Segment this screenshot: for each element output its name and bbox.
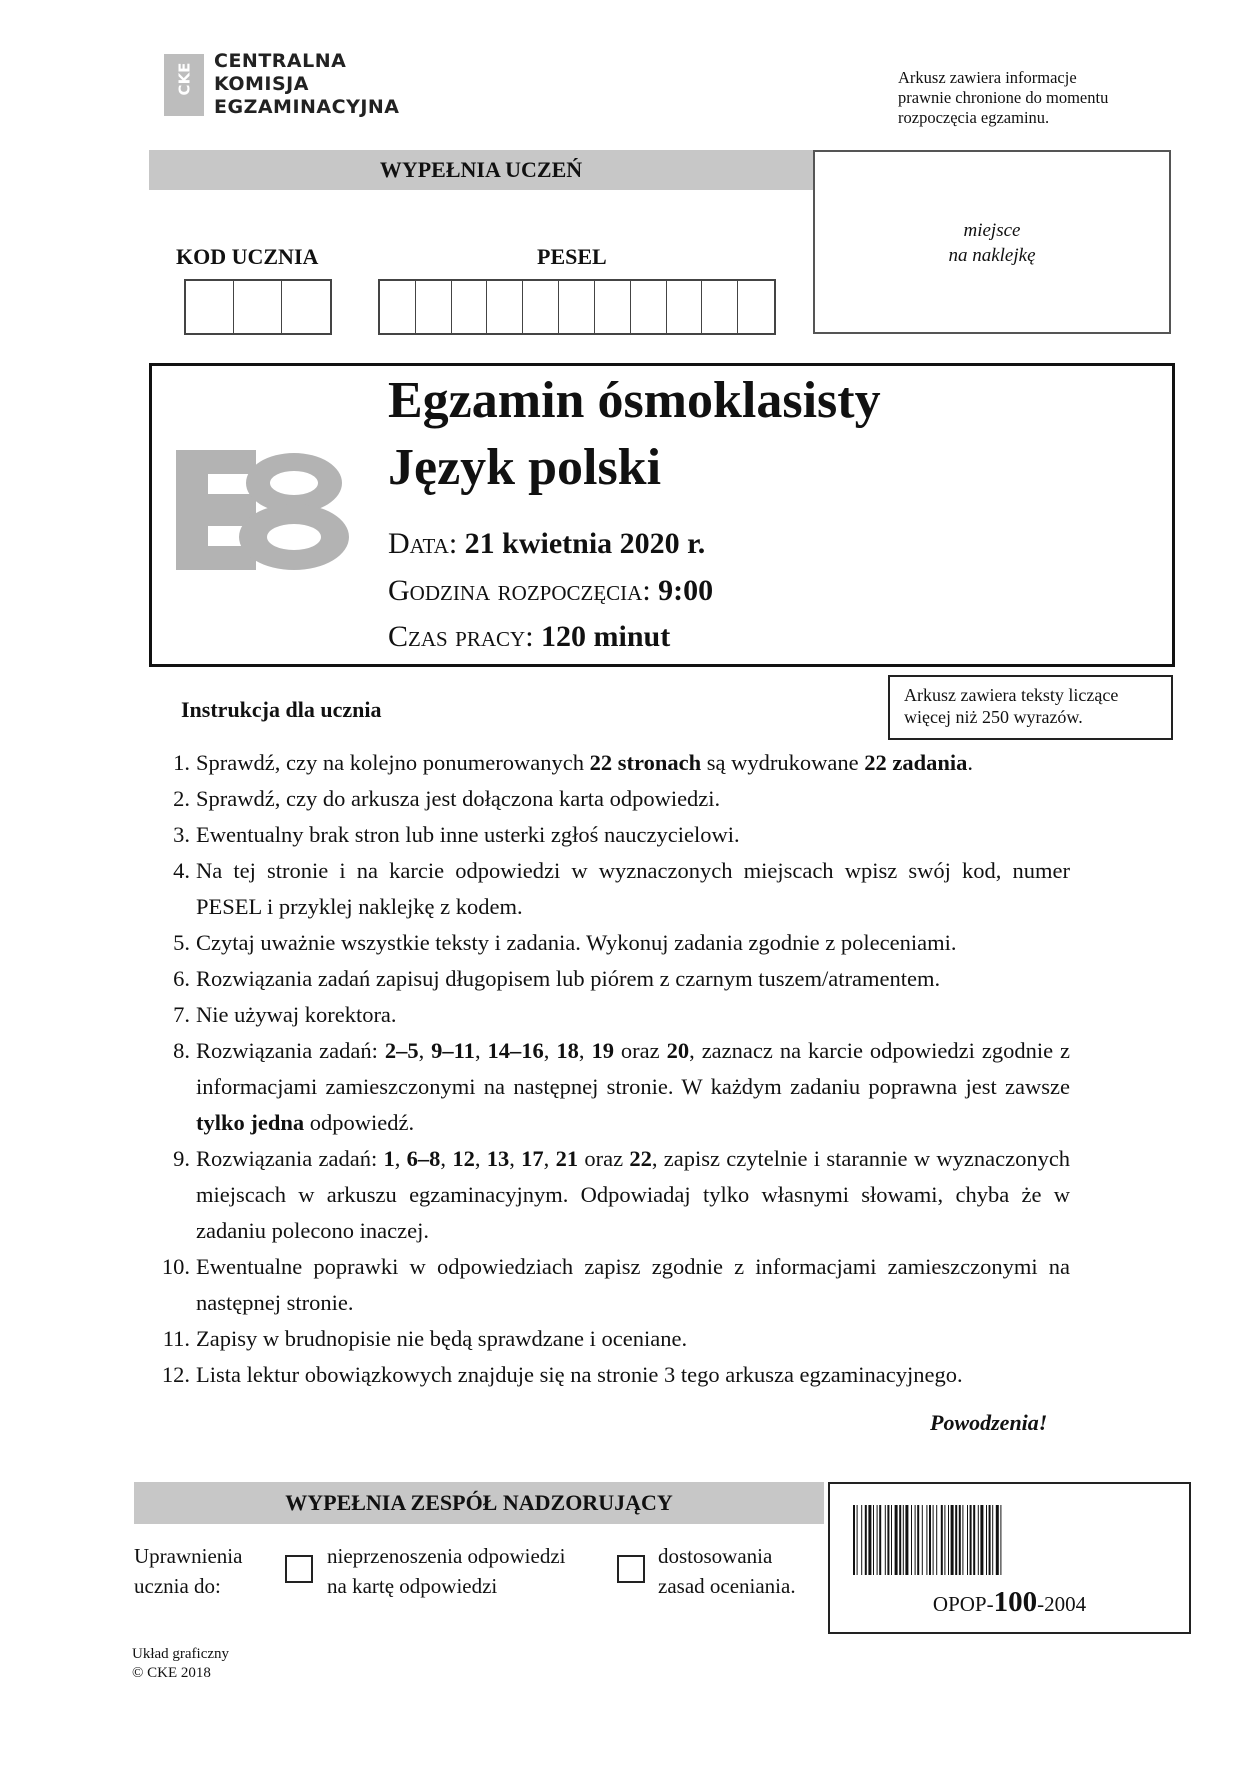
instruction-text: Sprawdź, czy na kolejno ponumerowanych 22 stronach są wydrukowane 22 zadania. [196, 750, 973, 775]
instruction-number: 3. [173, 822, 190, 847]
barcode-bar [933, 1505, 934, 1575]
student-section-title: WYPEŁNIA UCZEŃ [379, 157, 583, 182]
option1-line-1: nieprzenoszenia odpowiedzi [327, 1544, 566, 1568]
protected-info-notice [898, 68, 1158, 128]
pesel-digit-box[interactable] [667, 281, 703, 333]
barcode-bar [887, 1505, 889, 1575]
pesel-field[interactable] [378, 279, 776, 335]
instruction-text: Nie używaj korektora. [196, 1002, 397, 1027]
barcode-bar [929, 1505, 931, 1575]
barcode-bar [917, 1505, 919, 1575]
barcode-bar [996, 1505, 999, 1575]
sheet-code [828, 1586, 1191, 1619]
barcode-bar [941, 1505, 943, 1575]
instruction-number: 11. [162, 1326, 190, 1351]
barcode-bar [879, 1505, 881, 1575]
option2-line-2: zasad oceniania. [658, 1574, 796, 1598]
footer-credit [132, 1645, 229, 1683]
instruction-item [150, 853, 1070, 925]
barcode-bar [986, 1505, 987, 1575]
barcode-bar [868, 1505, 871, 1575]
pesel-digit-box[interactable] [452, 281, 488, 333]
footer-line-2: © CKE 2018 [132, 1665, 211, 1681]
exam-start-time [388, 574, 713, 608]
sticker-line-2: na naklejkę [948, 245, 1036, 266]
barcode-bar [853, 1505, 855, 1575]
barcode-bar [970, 1505, 972, 1575]
instruction-text: Sprawdź, czy do arkusza jest dołączona karta odpowiedzi. [196, 786, 721, 811]
instruction-text: Czytaj uważnie wszystkie teksty i zadania. Wykonuj zadania zgodnie z poleceniami. [196, 930, 957, 955]
option2-line-1: dostosowania [658, 1544, 773, 1568]
instruction-item [150, 961, 1070, 997]
barcode-bar [978, 1505, 979, 1575]
barcode-bar [1000, 1505, 1001, 1575]
instruction-number: 2. [173, 786, 190, 811]
pesel-digit-box[interactable] [595, 281, 631, 333]
cke-logo-mark [164, 54, 204, 116]
barcode-bar [891, 1505, 892, 1575]
student-code-field[interactable] [184, 279, 332, 335]
sheet-code-suffix: -2004 [1037, 1592, 1087, 1616]
permissions-label-line-1: Uprawnienia [134, 1544, 243, 1568]
permissions-label [134, 1541, 242, 1601]
barcode-bar [885, 1505, 886, 1575]
instruction-item [150, 781, 1070, 817]
instruction-number: 12. [161, 1362, 190, 1387]
instruction-number: 7. [173, 1002, 190, 1027]
instruction-text: Zapisy w brudnopisie nie będą sprawdzane i oceniane. [196, 1326, 688, 1351]
barcode-bar [962, 1505, 963, 1575]
barcode-bar [989, 1505, 991, 1575]
instruction-item [150, 1141, 1070, 1249]
barcode-bar [948, 1505, 949, 1575]
instruction-item [150, 817, 1070, 853]
barcode-bar [973, 1505, 975, 1575]
pesel-digit-box[interactable] [380, 281, 416, 333]
exam-subject: Język polski [388, 439, 662, 496]
barcode-bar [992, 1505, 993, 1575]
closing-greeting: Powodzenia! [930, 1410, 1048, 1435]
instruction-number: 1. [173, 750, 190, 775]
code-digit-box[interactable] [282, 281, 330, 333]
no-transfer-checkbox[interactable] [285, 1555, 313, 1583]
barcode-bar [903, 1505, 904, 1575]
logo-line-2: KOMISJA [214, 73, 309, 95]
barcode-bar [926, 1505, 927, 1575]
instruction-item [150, 1321, 1070, 1357]
adjusted-grading-checkbox[interactable] [617, 1555, 645, 1583]
instruction-number: 9. [173, 1146, 190, 1171]
word-notice-line-2: więcej niż 250 wyrazów. [904, 707, 1083, 727]
instruction-text: Lista lektur obowiązkowych znajduje się na stronie 3 tego arkusza egzaminacyjnego. [196, 1362, 963, 1387]
pesel-digit-box[interactable] [559, 281, 595, 333]
exam-date [388, 527, 705, 561]
word-count-notice [888, 675, 1173, 740]
barcode-bar [944, 1505, 945, 1575]
exam-duration [388, 620, 670, 654]
pesel-digit-box[interactable] [523, 281, 559, 333]
barcode-bar [922, 1505, 923, 1575]
barcode-bar [915, 1505, 916, 1575]
pesel-digit-box[interactable] [738, 281, 774, 333]
barcode-bar [911, 1505, 912, 1575]
barcode-bar [980, 1505, 983, 1575]
code-digit-box[interactable] [186, 281, 234, 333]
option1-line-2: na kartę odpowiedzi [327, 1574, 498, 1598]
e8-badge-icon [176, 450, 352, 570]
barcode-bar [967, 1505, 968, 1575]
supervisor-section-header [134, 1482, 824, 1524]
instruction-item [150, 1033, 1070, 1141]
instruction-text: Na tej stronie i na karcie odpowiedzi w wyznaczonych miejscach wpisz swój kod, numer PESEL i przyklej naklejkę z kodem. [196, 858, 1070, 919]
barcode-bar [861, 1505, 862, 1575]
instruction-text: Rozwiązania zadań zapisuj długopisem lub piórem z czarnym tuszem/atramentem. [196, 966, 941, 991]
sheet-code-prefix: OPOP- [932, 1592, 994, 1616]
sticker-label [813, 218, 1171, 268]
barcode-bar [895, 1505, 898, 1575]
instruction-item [150, 1357, 1070, 1393]
notice-line-2: prawnie chronione do momentu [898, 88, 1109, 107]
logo-line-3: EGZAMINACYJNA [214, 96, 400, 118]
instruction-number: 4. [173, 858, 190, 883]
date-value: 21 kwietnia 2020 r. [464, 527, 706, 560]
barcode-bar [951, 1505, 954, 1575]
logo-line-1: CENTRALNA [214, 50, 347, 72]
barcode-bar [873, 1505, 874, 1575]
instruction-number: 6. [173, 966, 190, 991]
duration-label: Czas pracy: [388, 620, 534, 653]
instruction-item [150, 925, 1070, 961]
permissions-label-line-2: ucznia do: [134, 1574, 221, 1598]
footer-line-1: Układ graficzny [132, 1646, 230, 1662]
cke-logo-text [214, 50, 400, 119]
instructions-list [150, 745, 1070, 1393]
duration-value: 120 minut [541, 620, 671, 653]
barcode-bar [905, 1505, 908, 1575]
e8-badge-text: E8 [264, 512, 266, 513]
pesel-digit-box[interactable] [631, 281, 667, 333]
barcode-icon [853, 1505, 1168, 1575]
instructions-title: Instrukcja dla ucznia [181, 697, 382, 722]
student-code-label: KOD UCZNIA [176, 244, 319, 269]
sticker-line-1: miejsce [963, 220, 1021, 241]
instruction-text: Ewentualne poprawki w odpowiedziach zapisz zgodnie z informacjami zamieszczonymi na następnej stronie. [196, 1254, 1070, 1315]
code-digit-box[interactable] [234, 281, 282, 333]
instruction-item [150, 1249, 1070, 1321]
barcode-bar [857, 1505, 858, 1575]
exam-title: Egzamin ósmoklasisty [388, 372, 881, 429]
instruction-number: 8. [173, 1038, 190, 1063]
barcode-bar [865, 1505, 867, 1575]
pesel-digit-box[interactable] [702, 281, 738, 333]
instruction-item [150, 745, 1070, 781]
sheet-code-number: 100 [993, 1586, 1038, 1618]
notice-line-1: Arkusz zawiera informacje [898, 68, 1077, 87]
word-notice-line-1: Arkusz zawiera teksty liczące [904, 685, 1119, 705]
instruction-text: Rozwiązania zadań: 2–5, 9–11, 14–16, 18, 19 oraz 20, zaznacz na karcie odpowiedzi zgodnie z informacjami zamieszczonymi na następnej stronie. W każdym zadaniu poprawna jest zawsze tylko jedna odpowiedź. [196, 1038, 1071, 1135]
barcode-bar [936, 1505, 937, 1575]
supervisor-section-title: WYPEŁNIA ZESPÓŁ NADZORUJĄCY [285, 1490, 673, 1515]
pesel-digit-box[interactable] [416, 281, 452, 333]
barcode-bar [899, 1505, 901, 1575]
barcode-bar [955, 1505, 957, 1575]
date-label: Data: [388, 527, 458, 560]
instruction-text: Rozwiązania zadań: 1, 6–8, 12, 13, 17, 21 oraz 22, zapisz czytelnie i starannie w wyznaczonych miejscach w arkuszu egzaminacyjnym. Odpowiadaj tylko własnymi słowami, chyba że w zadaniu polecono inaczej. [196, 1146, 1071, 1243]
instruction-number: 5. [173, 930, 190, 955]
instruction-text: Ewentualny brak stron lub inne usterki zgłoś nauczycielowi. [196, 822, 740, 847]
start-label: Godzina rozpoczęcia: [388, 574, 651, 607]
barcode-bar [959, 1505, 961, 1575]
notice-line-3: rozpoczęcia egzaminu. [898, 108, 1050, 127]
adjusted-grading-option-label [658, 1541, 796, 1601]
instruction-number: 10. [161, 1254, 190, 1279]
pesel-label: PESEL [537, 244, 607, 269]
cke-logo-letters: CKE [175, 62, 194, 96]
start-value: 9:00 [658, 574, 714, 607]
no-transfer-option-label [327, 1541, 566, 1601]
pesel-digit-box[interactable] [487, 281, 523, 333]
student-section-header [149, 150, 813, 190]
instruction-item [150, 997, 1070, 1033]
barcode-bar [877, 1505, 878, 1575]
